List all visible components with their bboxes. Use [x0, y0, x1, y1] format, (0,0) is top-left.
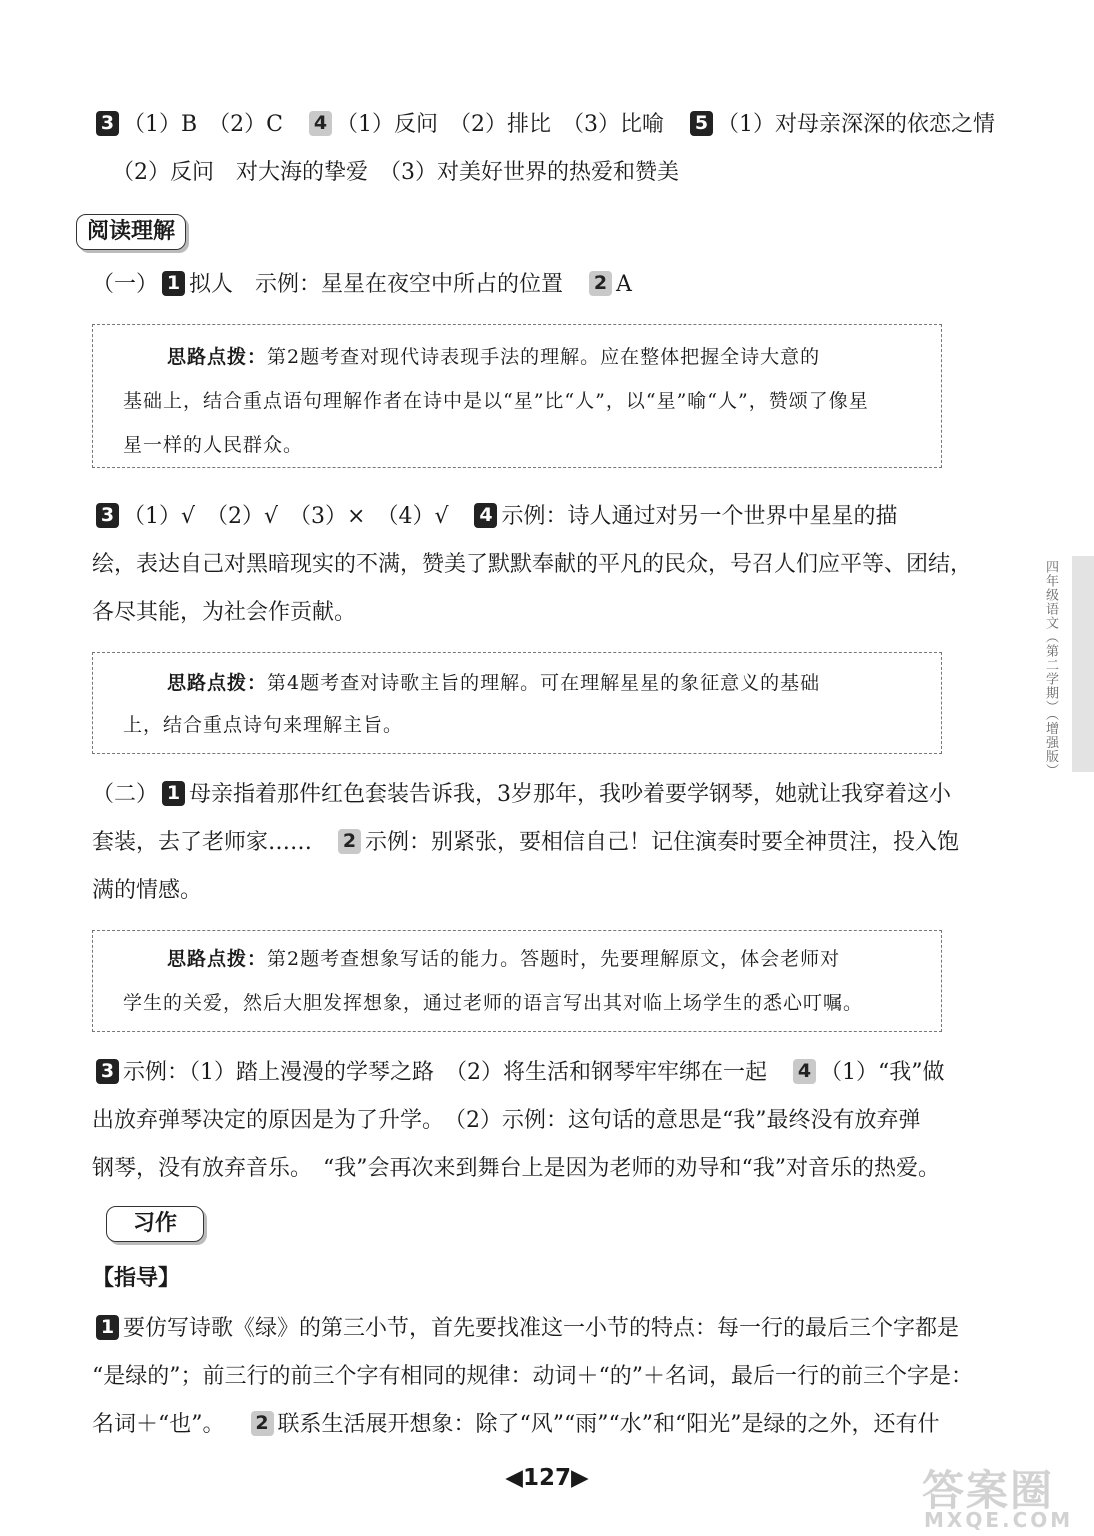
- answer-text: （1）反问 （2）排比 （3）比喻: [336, 112, 664, 137]
- question-number: 4: [309, 111, 332, 136]
- watermark-logo: [914, 1458, 1082, 1534]
- side-book-title: 四年级语文（第二学期）（增强版）: [1043, 560, 1058, 778]
- question-number: 2: [589, 271, 612, 296]
- question-number: 1: [162, 271, 185, 296]
- answer-line: [92, 828, 959, 858]
- guide-heading: 【指导】: [92, 1266, 181, 1291]
- tip-line: [167, 669, 820, 697]
- answer-line: [92, 270, 632, 300]
- tip-label: 思路点拨：: [167, 672, 268, 694]
- answer-text: 示例：别紧张，要相信自己！记住演奏时要全神贯注，投入饱: [365, 830, 960, 855]
- question-number: 4: [793, 1059, 816, 1084]
- tip-line: 学生的关爱，然后大胆发挥想象，通过老师的语言写出其对临上场学生的悉心叮嘱。: [123, 992, 864, 1014]
- answer-line: 各尽其能，为社会作贡献。: [92, 600, 357, 625]
- answer-text: 示例：（1）踏上漫漫的学琴之路 （2）将生活和钢琴牢牢绑在一起: [123, 1060, 767, 1085]
- section-title-reading: 阅读理解: [76, 214, 186, 250]
- answer-line: 满的情感。: [92, 878, 203, 903]
- tip-line: 基础上，结合重点语句理解作者在诗中是以“星”比“人”，以“星”喻“人”，赞颂了像星: [123, 390, 869, 412]
- answer-text: （1）√ （2）√ （3）× （4）√: [123, 504, 449, 529]
- answer-text: （1）“我”做: [820, 1060, 945, 1085]
- answer-text: 母亲指着那件红色套装告诉我，3岁那年，我吵着要学钢琴，她就让我穿着这小: [189, 782, 952, 807]
- answer-line: [92, 780, 951, 810]
- answer-line: 钢琴，没有放弃音乐。 “我”会再次来到舞台上是因为老师的劝导和“我”对音乐的热爱。: [92, 1156, 940, 1181]
- tip-line: 上，结合重点诗句来理解主旨。: [123, 714, 404, 736]
- question-number: 4: [474, 503, 497, 528]
- answer-line: [92, 502, 898, 532]
- tip-box: [92, 930, 942, 1032]
- tip-text: 第4题考查对诗歌主旨的理解。可在理解星星的象征意义的基础: [267, 672, 821, 694]
- answer-text: 联系生活展开想象：除了“风”“雨”“水”和“阳光”是绿的之外，还有什: [277, 1412, 940, 1437]
- question-number: 2: [251, 1411, 274, 1436]
- page-number: ◀127▶: [505, 1465, 589, 1491]
- answer-text: 拟人 示例：星星在夜空中所占的位置: [189, 272, 564, 297]
- section-title-writing: 习作: [106, 1206, 204, 1242]
- answer-text: A: [616, 272, 632, 297]
- part-prefix: （一）: [92, 272, 159, 297]
- tip-text: 第2题考查对现代诗表现手法的理解。应在整体把握全诗大意的: [267, 346, 821, 368]
- answer-line: [92, 1314, 959, 1344]
- answer-line: 绘，表达自己对黑暗现实的不满，赞美了默默奉献的平凡的民众，号召人们应平等、团结，: [92, 552, 973, 577]
- answer-line: （2）反问 对大海的挚爱 （3）对美好世界的热爱和赞美: [112, 160, 679, 185]
- answer-line: [92, 110, 995, 140]
- question-number: 3: [96, 1059, 119, 1084]
- answer-text: （1）对母亲深深的依恋之情: [717, 112, 995, 137]
- watermark-top: 答案圈: [922, 1466, 1055, 1515]
- tip-label: 思路点拨：: [167, 948, 268, 970]
- question-number: 5: [690, 111, 713, 136]
- watermark-bottom: MXQE.COM: [924, 1508, 1074, 1532]
- question-number: 3: [96, 111, 119, 136]
- question-number: 2: [338, 829, 361, 854]
- answer-text: （1）B （2）C: [123, 112, 283, 137]
- tip-line: 星一样的人民群众。: [123, 434, 304, 456]
- answer-line: [92, 1410, 939, 1440]
- answer-text: 示例：诗人通过对另一个世界中星星的描: [501, 504, 898, 529]
- question-number: 1: [162, 781, 185, 806]
- question-number: 1: [96, 1315, 119, 1340]
- answer-text: 要仿写诗歌《绿》的第三小节，首先要找准这一小节的特点：每一行的最后三个字都是: [123, 1316, 960, 1341]
- answer-text: 套装，去了老师家……: [92, 830, 313, 855]
- answer-line: 出放弃弹琴决定的原因是为了升学。 （2）示例：这句话的意思是“我”最终没有放弃弹: [92, 1108, 921, 1133]
- question-number: 3: [96, 503, 119, 528]
- tip-label: 思路点拨：: [167, 346, 268, 368]
- answer-line: “是绿的”；前三行的前三个字有相同的规律：动词＋“的”＋名词，最后一行的前三个字是：: [92, 1364, 973, 1389]
- tip-line: [167, 945, 840, 973]
- answer-text: 名词＋“也”。: [92, 1412, 225, 1437]
- side-tab: [1072, 556, 1094, 772]
- tip-line: [167, 343, 820, 371]
- tip-box: [92, 324, 942, 468]
- tip-box: [92, 652, 942, 754]
- tip-text: 第2题考查想象写话的能力。答题时，先要理解原文，体会老师对: [267, 948, 841, 970]
- answer-line: [92, 1058, 945, 1088]
- part-prefix: （二）: [92, 782, 159, 807]
